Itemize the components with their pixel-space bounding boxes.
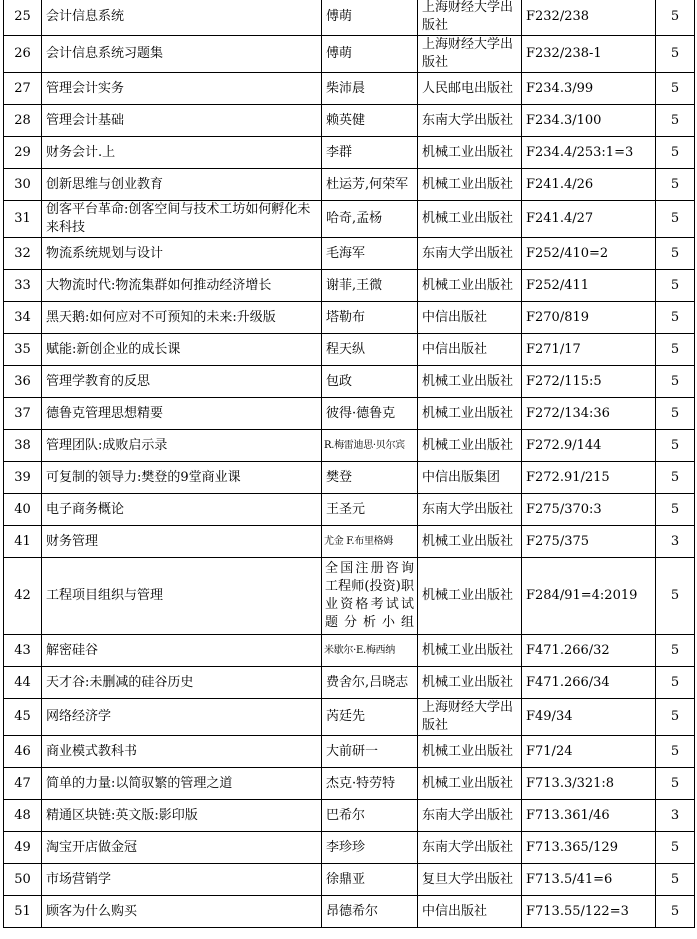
book-title: 创客平台革命:创客空间与技术工坊如何孵化未来科技 [42, 201, 322, 238]
call-number: F284/91=4:2019 [522, 558, 656, 635]
call-number: F272/134:36 [522, 398, 656, 430]
book-publisher: 机械工业出版社 [418, 169, 522, 201]
book-publisher: 机械工业出版社 [418, 768, 522, 800]
book-title: 顾客为什么购买 [42, 896, 322, 928]
copy-count: 5 [656, 864, 695, 896]
book-publisher: 机械工业出版社 [418, 736, 522, 768]
call-number: F232/238 [522, 0, 656, 36]
book-title: 财务会计.上 [42, 137, 322, 169]
book-author: 程天纵 [322, 334, 418, 366]
table-row [4, 768, 695, 800]
table-row [4, 635, 695, 667]
copy-count: 3 [656, 526, 695, 558]
table-row [4, 73, 695, 105]
book-publisher: 机械工业出版社 [418, 137, 522, 169]
row-number: 45 [4, 699, 42, 736]
call-number: F272/115:5 [522, 366, 656, 398]
table-row [4, 366, 695, 398]
book-title: 商业模式教科书 [42, 736, 322, 768]
book-author: 大前研一 [322, 736, 418, 768]
book-title: 管理学教育的反思 [42, 366, 322, 398]
book-author: 杰克·特劳特 [322, 768, 418, 800]
copy-count: 5 [656, 238, 695, 270]
table-row [4, 334, 695, 366]
call-number: F272.9/144 [522, 430, 656, 462]
row-number: 36 [4, 366, 42, 398]
call-number: F471.266/32 [522, 635, 656, 667]
book-author: 芮廷先 [322, 699, 418, 736]
table-row [4, 238, 695, 270]
row-number: 39 [4, 462, 42, 494]
book-title: 天才谷:未删减的硅谷历史 [42, 667, 322, 699]
row-number: 42 [4, 558, 42, 635]
copy-count: 5 [656, 105, 695, 137]
book-publisher: 机械工业出版社 [418, 201, 522, 238]
call-number: F275/370:3 [522, 494, 656, 526]
book-publisher: 上海财经大学出版社 [418, 0, 522, 36]
book-title: 管理团队:成败启示录 [42, 430, 322, 462]
table-row [4, 864, 695, 896]
row-number: 34 [4, 302, 42, 334]
book-title: 大物流时代:物流集群如何推动经济增长 [42, 270, 322, 302]
copy-count: 5 [656, 137, 695, 169]
row-number: 38 [4, 430, 42, 462]
book-title: 简单的力量:以简驭繁的管理之道 [42, 768, 322, 800]
copy-count: 5 [656, 736, 695, 768]
book-publisher: 机械工业出版社 [418, 398, 522, 430]
call-number: F232/238-1 [522, 36, 656, 73]
book-author: 徐鼎亚 [322, 864, 418, 896]
row-number: 32 [4, 238, 42, 270]
book-publisher: 东南大学出版社 [418, 105, 522, 137]
book-publisher: 复旦大学出版社 [418, 864, 522, 896]
row-number: 31 [4, 201, 42, 238]
book-author: 包政 [322, 366, 418, 398]
table-row [4, 526, 695, 558]
copy-count: 5 [656, 494, 695, 526]
copy-count: 5 [656, 201, 695, 238]
book-publisher: 机械工业出版社 [418, 430, 522, 462]
table-row [4, 699, 695, 736]
book-author: 李群 [322, 137, 418, 169]
book-title: 德鲁克管理思想精要 [42, 398, 322, 430]
copy-count: 5 [656, 667, 695, 699]
copy-count: 5 [656, 302, 695, 334]
book-author: 柴沛晨 [322, 73, 418, 105]
copy-count: 3 [656, 800, 695, 832]
book-title: 会计信息系统 [42, 0, 322, 36]
table-row [4, 494, 695, 526]
book-author: 毛海军 [322, 238, 418, 270]
row-number: 29 [4, 137, 42, 169]
book-publisher: 人民邮电出版社 [418, 73, 522, 105]
call-number: F713.3/321:8 [522, 768, 656, 800]
table-row [4, 105, 695, 137]
copy-count: 5 [656, 430, 695, 462]
row-number: 25 [4, 0, 42, 36]
book-author: 谢菲,王微 [322, 270, 418, 302]
row-number: 35 [4, 334, 42, 366]
call-number: F471.266/34 [522, 667, 656, 699]
copy-count: 5 [656, 366, 695, 398]
table-row [4, 0, 695, 36]
book-publisher: 上海财经大学出版社 [418, 699, 522, 736]
copy-count: 5 [656, 334, 695, 366]
book-title: 赋能:新创企业的成长课 [42, 334, 322, 366]
call-number: F713.361/46 [522, 800, 656, 832]
book-author: 李珍珍 [322, 832, 418, 864]
copy-count: 5 [656, 36, 695, 73]
book-title: 精通区块链:英文版:影印版 [42, 800, 322, 832]
book-publisher: 机械工业出版社 [418, 635, 522, 667]
book-title: 淘宝开店做金冠 [42, 832, 322, 864]
call-number: F241.4/27 [522, 201, 656, 238]
book-publisher: 机械工业出版社 [418, 526, 522, 558]
book-title: 电子商务概论 [42, 494, 322, 526]
table-row [4, 832, 695, 864]
row-number: 46 [4, 736, 42, 768]
book-author: 费舍尔,吕晓志 [322, 667, 418, 699]
book-title: 市场营销学 [42, 864, 322, 896]
copy-count: 5 [656, 270, 695, 302]
copy-count: 5 [656, 768, 695, 800]
book-author: 杜运芳,何荣军 [322, 169, 418, 201]
book-author: 巴希尔 [322, 800, 418, 832]
call-number: F71/24 [522, 736, 656, 768]
table-row [4, 169, 695, 201]
book-publisher: 中信出版社 [418, 334, 522, 366]
book-publisher: 机械工业出版社 [418, 558, 522, 635]
copy-count: 5 [656, 73, 695, 105]
call-number: F272.91/215 [522, 462, 656, 494]
book-author: 樊登 [322, 462, 418, 494]
book-publisher: 机械工业出版社 [418, 667, 522, 699]
book-title: 网络经济学 [42, 699, 322, 736]
call-number: F49/34 [522, 699, 656, 736]
book-publisher: 东南大学出版社 [418, 494, 522, 526]
table-row [4, 896, 695, 928]
row-number: 51 [4, 896, 42, 928]
book-author: 哈奇,孟杨 [322, 201, 418, 238]
book-publisher: 东南大学出版社 [418, 238, 522, 270]
book-title: 可复制的领导力:樊登的9堂商业课 [42, 462, 322, 494]
call-number: F234.3/99 [522, 73, 656, 105]
book-author: 塔勒布 [322, 302, 418, 334]
book-title: 工程项目组织与管理 [42, 558, 322, 635]
call-number: F275/375 [522, 526, 656, 558]
call-number: F234.4/253:1=3 [522, 137, 656, 169]
row-number: 37 [4, 398, 42, 430]
copy-count: 5 [656, 398, 695, 430]
row-number: 26 [4, 36, 42, 73]
row-number: 28 [4, 105, 42, 137]
row-number: 47 [4, 768, 42, 800]
book-publisher: 中信出版社 [418, 302, 522, 334]
row-number: 41 [4, 526, 42, 558]
book-title: 解密硅谷 [42, 635, 322, 667]
book-title: 会计信息系统习题集 [42, 36, 322, 73]
book-title: 管理会计实务 [42, 73, 322, 105]
table-row [4, 736, 695, 768]
book-publisher: 东南大学出版社 [418, 832, 522, 864]
call-number: F252/410=2 [522, 238, 656, 270]
copy-count: 5 [656, 558, 695, 635]
table-row [4, 558, 695, 635]
row-number: 44 [4, 667, 42, 699]
book-list-body [4, 0, 695, 928]
row-number: 30 [4, 169, 42, 201]
table-row [4, 201, 695, 238]
call-number: F270/819 [522, 302, 656, 334]
table-row [4, 398, 695, 430]
copy-count: 5 [656, 0, 695, 36]
table-row [4, 667, 695, 699]
row-number: 27 [4, 73, 42, 105]
book-publisher: 机械工业出版社 [418, 366, 522, 398]
call-number: F713.5/41=6 [522, 864, 656, 896]
book-title: 管理会计基础 [42, 105, 322, 137]
book-author: 赖英健 [322, 105, 418, 137]
row-number: 49 [4, 832, 42, 864]
book-author: 昂德希尔 [322, 896, 418, 928]
copy-count: 5 [656, 635, 695, 667]
row-number: 48 [4, 800, 42, 832]
book-title: 物流系统规划与设计 [42, 238, 322, 270]
copy-count: 5 [656, 462, 695, 494]
book-publisher: 东南大学出版社 [418, 800, 522, 832]
call-number: F713.365/129 [522, 832, 656, 864]
book-author: 王圣元 [322, 494, 418, 526]
copy-count: 5 [656, 699, 695, 736]
book-publisher: 中信出版集团 [418, 462, 522, 494]
table-row [4, 430, 695, 462]
copy-count: 5 [656, 896, 695, 928]
book-author: 傅萌 [322, 36, 418, 73]
copy-count: 5 [656, 169, 695, 201]
book-publisher: 上海财经大学出版社 [418, 36, 522, 73]
book-author: 米歇尔·E.梅西纳 [322, 635, 418, 667]
row-number: 50 [4, 864, 42, 896]
table-row [4, 462, 695, 494]
table-row [4, 270, 695, 302]
book-author: 全国注册咨询工程师(投资)职业资格考试试题分析小组 [322, 558, 418, 635]
call-number: F271/17 [522, 334, 656, 366]
row-number: 40 [4, 494, 42, 526]
row-number: 43 [4, 635, 42, 667]
book-author: 尤金 F.布里格姆 [322, 526, 418, 558]
table-row [4, 800, 695, 832]
book-publisher: 机械工业出版社 [418, 270, 522, 302]
call-number: F713.55/122=3 [522, 896, 656, 928]
call-number: F241.4/26 [522, 169, 656, 201]
book-title: 财务管理 [42, 526, 322, 558]
book-author: R.梅雷迪思·贝尔宾 [322, 430, 418, 462]
book-author: 彼得·德鲁克 [322, 398, 418, 430]
copy-count: 5 [656, 832, 695, 864]
book-author: 傅萌 [322, 0, 418, 36]
book-list-table [3, 0, 695, 928]
table-row [4, 302, 695, 334]
table-row [4, 36, 695, 73]
row-number: 33 [4, 270, 42, 302]
call-number: F234.3/100 [522, 105, 656, 137]
book-title: 黑天鹅:如何应对不可预知的未来:升级版 [42, 302, 322, 334]
call-number: F252/411 [522, 270, 656, 302]
book-title: 创新思维与创业教育 [42, 169, 322, 201]
book-publisher: 中信出版社 [418, 896, 522, 928]
table-row [4, 137, 695, 169]
